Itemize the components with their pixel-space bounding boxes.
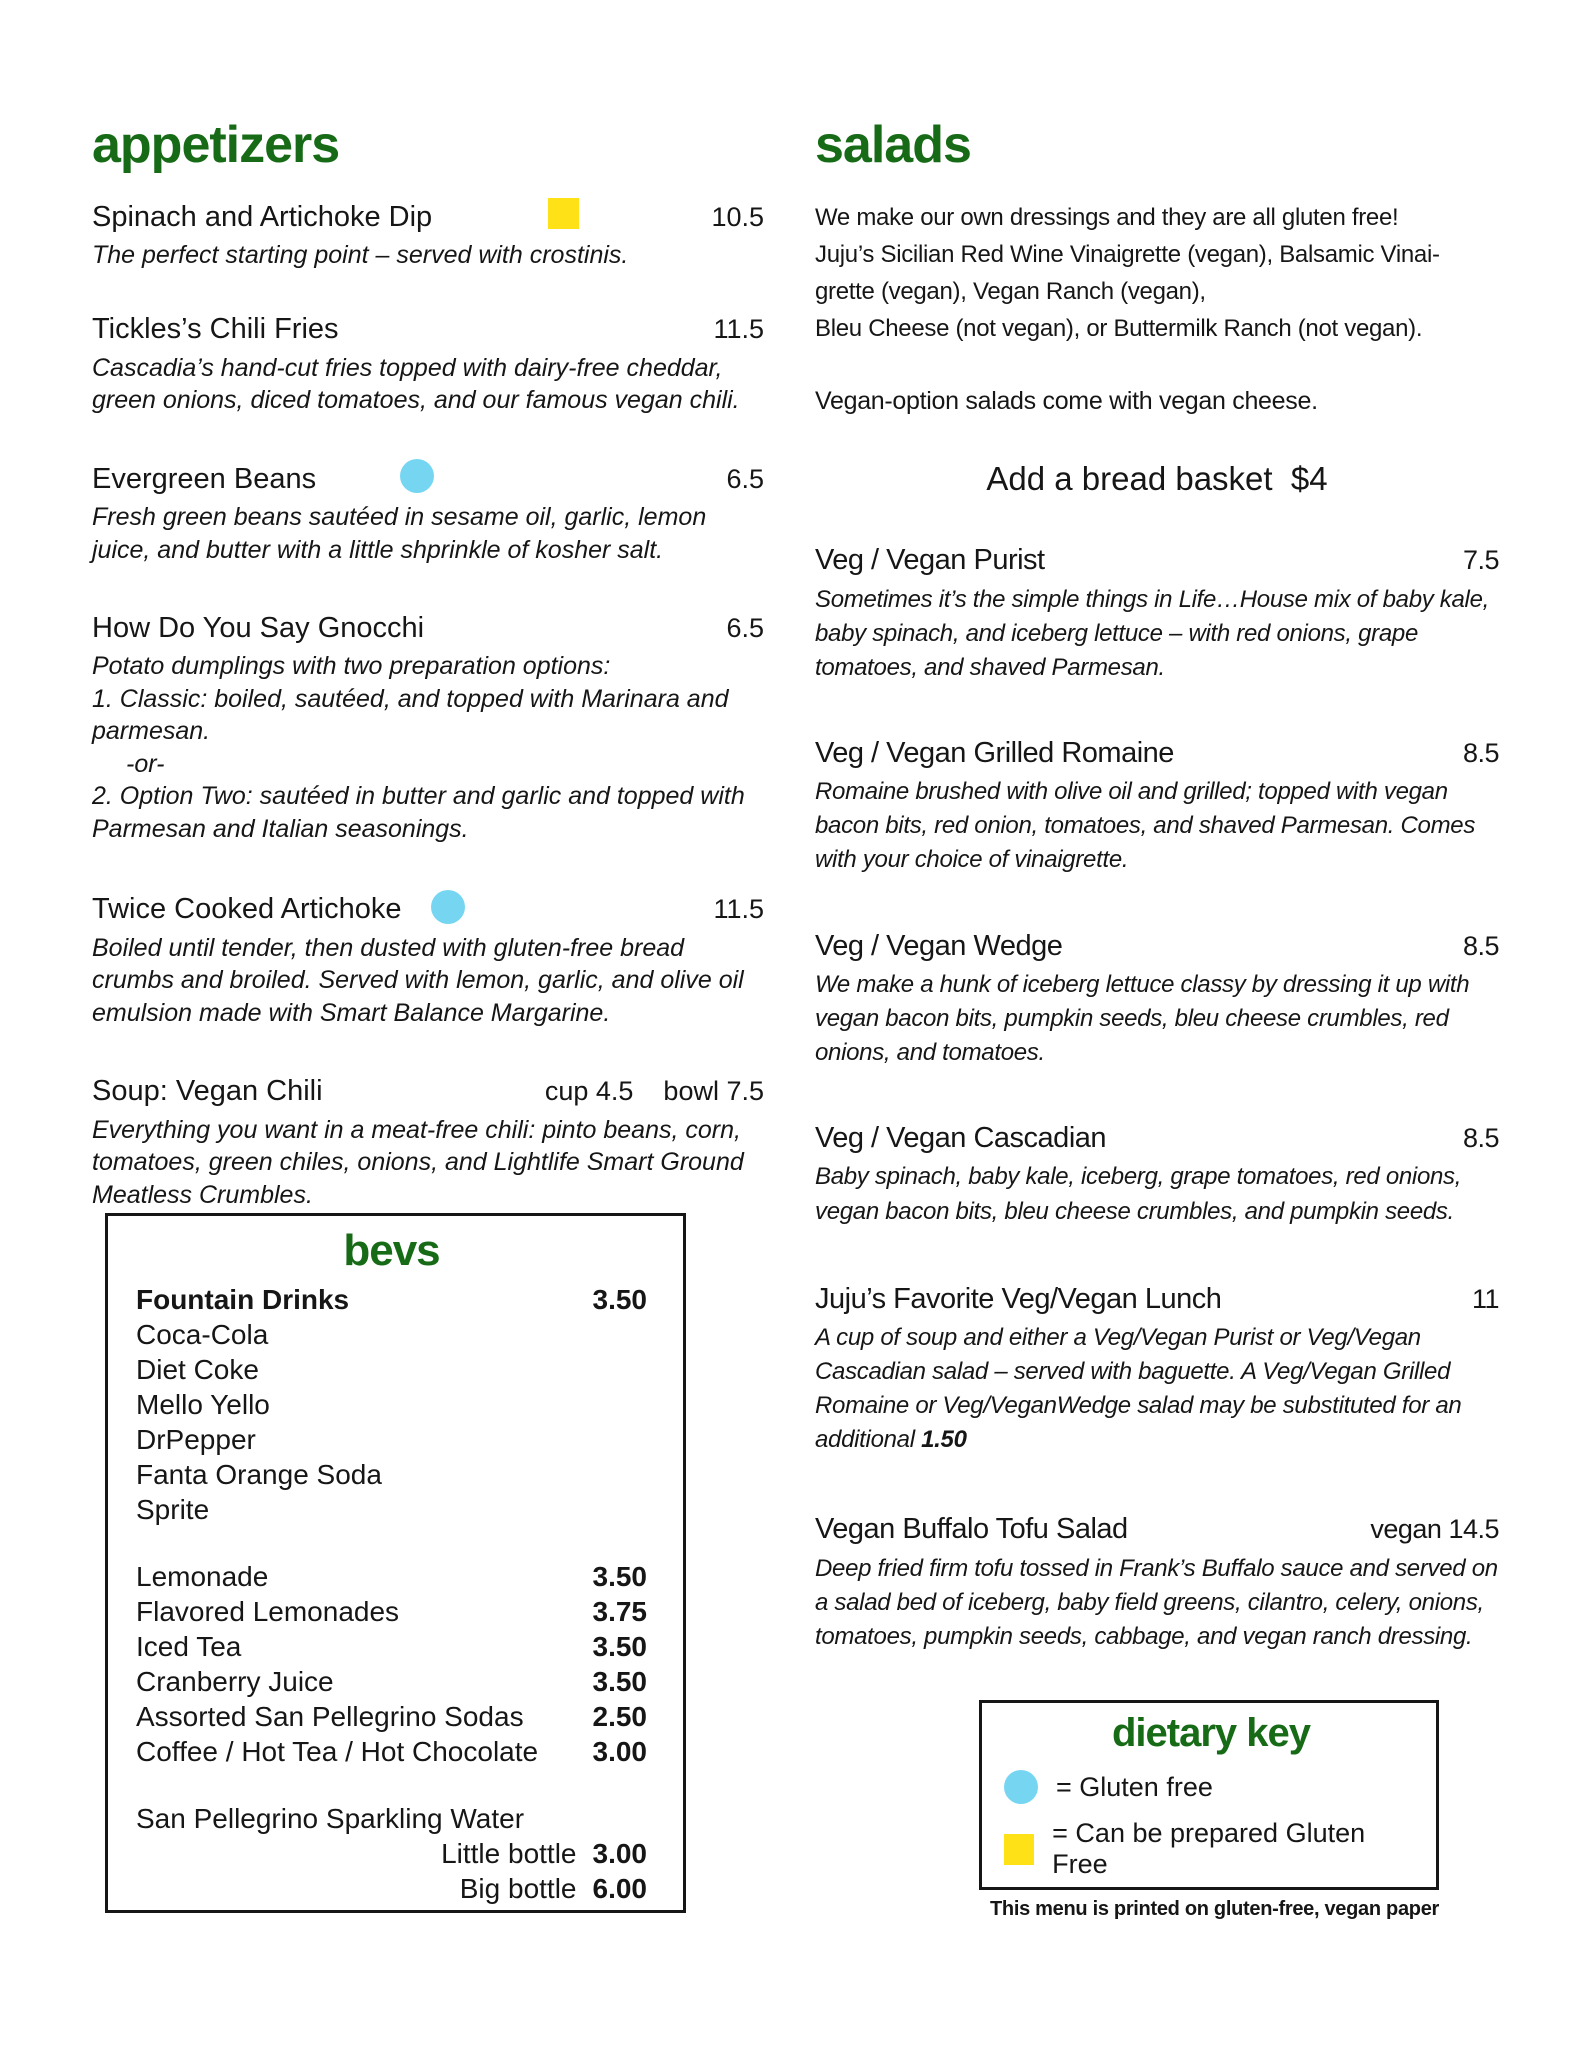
intro-line: Juju’s Sicilian Red Wine Vinaigrette (vegan), Balsamic Vinai- bbox=[815, 240, 1440, 268]
item-title-row bbox=[92, 893, 764, 926]
menu-item-wedge bbox=[815, 930, 1499, 1071]
menu-item-gnocchi bbox=[92, 612, 764, 845]
item-title-row bbox=[815, 544, 1499, 577]
paper-footnote: This menu is printed on gluten-free, vegan paper bbox=[990, 1898, 1439, 1920]
item-title-row bbox=[92, 612, 764, 645]
item-price: 6.5 bbox=[726, 463, 764, 494]
menu-item-chili-fries bbox=[92, 313, 764, 416]
item-desc: Everything you want in a meat-free chili: pinto beans, corn, tomatoes, green chiles, onions, and Lightlife Smart Ground Meatless Crumbles. bbox=[92, 1115, 744, 1209]
item-price: 11.5 bbox=[713, 894, 764, 925]
menu-item-buffalo-tofu-salad bbox=[815, 1513, 1499, 1654]
item-name: Juju’s Favorite Veg/Vegan Lunch bbox=[815, 1282, 1222, 1315]
bevs-box bbox=[105, 1213, 686, 1913]
item-name: Tickles’s Chili Fries bbox=[92, 313, 339, 346]
bev-label: Coffee / Hot Tea / Hot Chocolate bbox=[136, 1736, 539, 1767]
spacer bbox=[136, 1769, 647, 1801]
bottle-size-label: Big bottle bbox=[459, 1873, 577, 1904]
bev-price: 3.50 bbox=[592, 1561, 647, 1592]
salads-column bbox=[815, 118, 1499, 1654]
gluten-free-icon bbox=[431, 890, 465, 924]
can-be-gluten-free-icon bbox=[1004, 1834, 1034, 1865]
item-title-row bbox=[92, 1075, 764, 1108]
gluten-free-icon bbox=[400, 459, 434, 493]
bev-row bbox=[136, 1629, 647, 1664]
menu-item-cascadian bbox=[815, 1122, 1499, 1229]
item-desc: -or- bbox=[126, 749, 165, 778]
gluten-free-key-row bbox=[1004, 1770, 1418, 1804]
sparkling-size-row bbox=[136, 1836, 647, 1871]
bev-price: 3.00 bbox=[592, 1736, 647, 1767]
fountain-flavor: Coca-Cola bbox=[136, 1319, 269, 1350]
menu-item-spinach-artichoke-dip bbox=[92, 201, 764, 272]
sparkling-size-row bbox=[136, 1871, 647, 1906]
item-title-row bbox=[815, 930, 1499, 963]
bev-label: Assorted San Pellegrino Sodas bbox=[136, 1701, 524, 1732]
fountain-drinks-row bbox=[136, 1282, 647, 1317]
bev-row bbox=[136, 1734, 647, 1769]
bev-label: Iced Tea bbox=[136, 1631, 242, 1662]
item-price-cup-bowl: cup 4.5 bowl 7.5 bbox=[544, 1076, 764, 1107]
bread-basket-banner: Add a bread basket $4 bbox=[986, 460, 1328, 498]
item-name: Veg / Vegan Cascadian bbox=[815, 1122, 1107, 1155]
item-price-vegan: vegan 14.5 bbox=[1370, 1514, 1499, 1545]
item-price: 8.5 bbox=[1462, 930, 1499, 961]
salads-header: salads bbox=[815, 116, 971, 174]
item-name bbox=[92, 463, 434, 496]
item-desc bbox=[815, 1321, 1499, 1457]
appetizers-header: appetizers bbox=[92, 116, 340, 174]
item-name: Soup: Vegan Chili bbox=[92, 1075, 323, 1108]
bottle-size-price: 3.00 bbox=[592, 1838, 647, 1869]
menu-item-twice-cooked-artichoke bbox=[92, 893, 764, 1029]
dietary-key-header: dietary key bbox=[1111, 1711, 1311, 1755]
item-desc: Sometimes it’s the simple things in Life…House mix of baby kale, baby spinach, and iceberg lettuce – with red onions, grape tomatoes, and shaved Parmesan. bbox=[815, 585, 1489, 681]
bev-price: 3.75 bbox=[592, 1596, 647, 1627]
item-desc: 2. Option Two: sautéed in butter and garlic and topped with Parmesan and Italian seasonings. bbox=[92, 782, 745, 843]
item-name-text: Evergreen Beans bbox=[92, 462, 317, 495]
dietary-key-box bbox=[979, 1700, 1439, 1890]
item-price: 6.5 bbox=[726, 613, 764, 644]
menu-item-favorite-lunch bbox=[815, 1283, 1499, 1458]
item-name: How Do You Say Gnocchi bbox=[92, 612, 425, 645]
item-desc-bold-price: 1.50 bbox=[921, 1426, 967, 1454]
can-be-gluten-free-key-row bbox=[1004, 1818, 1418, 1880]
fountain-flavor: Mello Yello bbox=[136, 1389, 270, 1420]
item-name bbox=[92, 893, 465, 926]
bev-label: Lemonade bbox=[136, 1561, 269, 1592]
bev-price: 2.50 bbox=[592, 1701, 647, 1732]
item-price: 11.5 bbox=[713, 314, 764, 345]
bev-label: Flavored Lemonades bbox=[136, 1596, 400, 1627]
menu-item-evergreen-beans bbox=[92, 463, 764, 566]
fountain-flavor: Diet Coke bbox=[136, 1354, 259, 1385]
item-title-row bbox=[92, 313, 764, 346]
item-price: 11 bbox=[1471, 1283, 1499, 1314]
can-be-gluten-free-icon bbox=[548, 198, 579, 229]
item-title-row bbox=[815, 737, 1499, 770]
sparkling-water-label: San Pellegrino Sparkling Water bbox=[136, 1803, 525, 1834]
bevs-header: bevs bbox=[343, 1226, 440, 1275]
bev-price: 3.50 bbox=[592, 1631, 647, 1662]
item-name: Vegan Buffalo Tofu Salad bbox=[815, 1513, 1128, 1546]
spacer bbox=[136, 1527, 647, 1559]
vegan-cheese-note: Vegan-option salads come with vegan cheese. bbox=[815, 387, 1318, 416]
key-text: = Can be prepared Gluten Free bbox=[1052, 1818, 1366, 1879]
intro-line: We make our own dressings and they are all gluten free! bbox=[815, 203, 1399, 231]
fountain-drinks-price: 3.50 bbox=[592, 1284, 647, 1315]
item-name-text: Spinach and Artichoke Dip bbox=[92, 200, 433, 233]
item-desc: 1. Classic: boiled, sautéed, and topped with Marinara and parmesan. bbox=[92, 684, 729, 746]
gluten-free-icon bbox=[1004, 1770, 1038, 1804]
intro-line: Bleu Cheese (not vegan), or Buttermilk Ranch (not vegan). bbox=[815, 315, 1423, 343]
item-name: Veg / Vegan Grilled Romaine bbox=[815, 736, 1174, 769]
fountain-drinks-label: Fountain Drinks bbox=[136, 1284, 350, 1315]
bottle-size-price: 6.00 bbox=[592, 1873, 647, 1904]
menu-item-purist bbox=[815, 544, 1499, 685]
dressings-intro bbox=[815, 199, 1499, 348]
item-price: 7.5 bbox=[1462, 545, 1499, 576]
item-desc: Potato dumplings with two preparation options: bbox=[92, 652, 611, 681]
menu-item-grilled-romaine bbox=[815, 737, 1499, 878]
item-name-text: Twice Cooked Artichoke bbox=[92, 893, 402, 926]
item-name bbox=[92, 201, 579, 234]
bottle-size-label: Little bottle bbox=[441, 1838, 577, 1869]
fountain-flavor: Fanta Orange Soda bbox=[136, 1459, 382, 1490]
menu-item-vegan-chili-soup bbox=[92, 1075, 764, 1211]
item-name: Veg / Vegan Wedge bbox=[815, 929, 1063, 962]
item-desc: Romaine brushed with olive oil and grilled; topped with vegan bacon bits, red onion, tomatoes, and shaved Parmesan. Comes with your choice of vinaigrette. bbox=[815, 778, 1476, 874]
bev-row bbox=[136, 1699, 647, 1734]
item-desc: Baby spinach, baby kale, iceberg, grape tomatoes, red onions, vegan bacon bits, bleu cheese crumbles, and pumpkin seeds. bbox=[815, 1163, 1462, 1225]
item-title-row bbox=[815, 1283, 1499, 1316]
item-desc: Cascadia’s hand-cut fries topped with dairy-free cheddar, green onions, diced tomatoes, and our famous vegan chili. bbox=[92, 353, 740, 415]
item-desc: The perfect starting point – served with crostinis. bbox=[92, 240, 629, 269]
fountain-flavor: DrPepper bbox=[136, 1424, 256, 1455]
item-desc: Boiled until tender, then dusted with gluten-free bread crumbs and broiled. Served with lemon, garlic, and olive oil emulsion made with Smart Balance Margarine. bbox=[92, 933, 744, 1027]
bev-row bbox=[136, 1559, 647, 1594]
item-price: 10.5 bbox=[711, 201, 764, 232]
key-text: = Gluten free bbox=[1056, 1771, 1213, 1802]
intro-line: grette (vegan), Vegan Ranch (vegan), bbox=[815, 277, 1206, 305]
bev-label: Cranberry Juice bbox=[136, 1666, 334, 1697]
bev-price: 3.50 bbox=[592, 1666, 647, 1697]
item-title-row bbox=[92, 463, 764, 496]
item-desc-text: A cup of soup and either a Veg/Vegan Purist or Veg/Vegan Cascadian salad – served with baguette. A Veg/Vegan Grilled Romaine or Veg/VeganWedge salad may be substituted for an additional bbox=[815, 1323, 1462, 1454]
item-title-row bbox=[815, 1122, 1499, 1155]
fountain-flavor: Sprite bbox=[136, 1494, 210, 1525]
bev-row bbox=[136, 1594, 647, 1629]
item-price: 8.5 bbox=[1462, 1123, 1499, 1154]
item-price: 8.5 bbox=[1462, 737, 1499, 768]
item-title-row bbox=[815, 1513, 1499, 1546]
item-desc: Deep fried firm tofu tossed in Frank’s Buffalo sauce and served on a salad bed of iceberg, baby field greens, cilantro, celery, onions, tomatoes, pumpkin seeds, cabbage, and vegan ranch dressing. bbox=[815, 1554, 1498, 1650]
item-title-row bbox=[92, 201, 764, 234]
item-desc: Fresh green beans sautéed in sesame oil, garlic, lemon juice, and butter with a little shprinkle of kosher salt. bbox=[92, 503, 707, 564]
item-desc: We make a hunk of iceberg lettuce classy by dressing it up with vegan bacon bits, pumpkin seeds, bleu cheese crumbles, red onions, and tomatoes. bbox=[815, 970, 1470, 1066]
appetizers-column bbox=[92, 118, 764, 1211]
bev-row bbox=[136, 1664, 647, 1699]
item-name: Veg / Vegan Purist bbox=[815, 544, 1045, 577]
